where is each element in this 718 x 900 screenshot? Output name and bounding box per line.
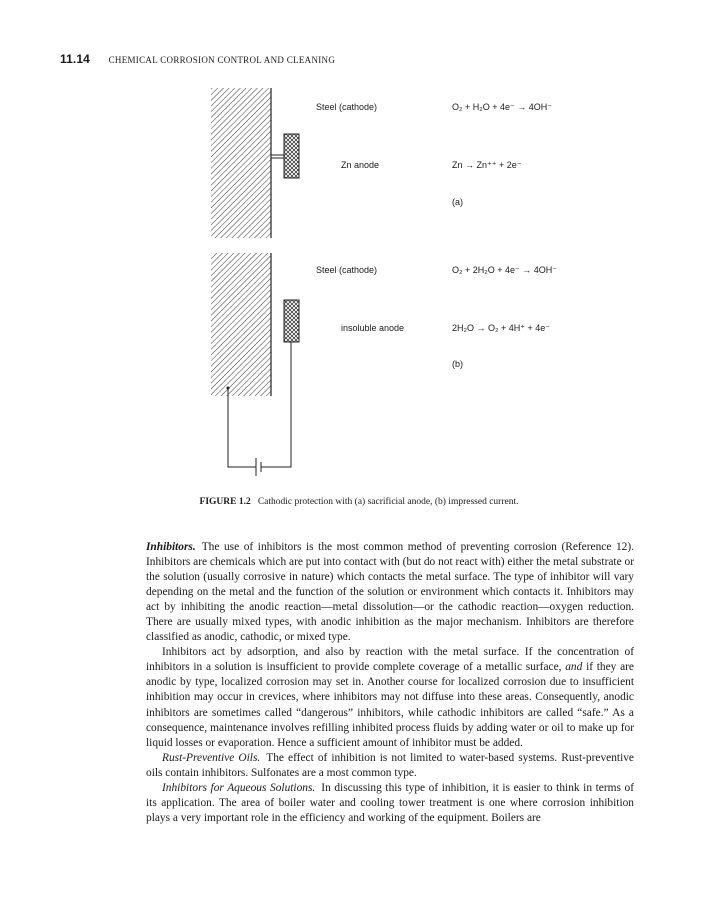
paragraph-inhibitors <box>146 540 634 645</box>
paragraph-aqueous-solutions <box>146 781 634 826</box>
body-text <box>146 540 634 826</box>
paragraph-text: The effect of inhibition is not limited to water-based systems. Rust-preventive oils contain inhibitors. Sulfonates are a most common type. <box>146 751 634 779</box>
cathode-label-a: Steel (cathode) <box>316 102 378 112</box>
paragraph-adsorption <box>146 645 634 750</box>
steel-cathode-a <box>211 88 271 238</box>
paragraph-rust-preventive-oils <box>146 751 634 781</box>
cathode-reaction-b: O₂ + 2H₂O + 4e⁻ → 4OH⁻ <box>452 265 558 275</box>
steel-cathode-b <box>211 253 271 396</box>
figure-label: FIGURE 1.2 <box>199 497 251 507</box>
anode-reaction-a: Zn → Zn⁺⁺ + 2e⁻ <box>452 160 522 170</box>
paragraph-text: Inhibitors act by adsorption, and also by reaction with the metal surface. If the concentration of inhibitors in a solution is insufficient to provide complete coverage of a metallic surface, <box>146 646 634 674</box>
zn-anode <box>284 134 299 178</box>
figure-caption-text: Cathodic protection with (a) sacrificial anode, (b) impressed current. <box>257 497 519 507</box>
figure-caption <box>0 497 718 507</box>
paragraph-text: The use of inhibitors is the most common method of preventing corrosion (Reference 12). Inhibitors are chemicals which are put into contact with (but do not react with) either the metal substrate or the solution (usually corrosive in nature) which contacts the metal surface. The type of inhibitor will vary depending on the metal and the function of the solution or environment which contacts it. Inhibitors may act by inhibiting the anodic reaction—metal dissolution—or the cathodic reaction—oxygen reduction. There are usually mixed types, with anodic inhibition as the major mechanism. Inhibitors are therefore classified as anodic, cathodic, or mixed type. <box>146 541 634 644</box>
panel-tag-b: (b) <box>452 359 463 369</box>
runin-heading: Inhibitors. <box>146 541 196 553</box>
runin-heading: Inhibitors for Aqueous Solutions. <box>162 781 316 794</box>
anode-label-b: insoluble anode <box>341 323 405 333</box>
anode-reaction-b: 2H₂O → O₂ + 4H⁺ + 4e⁻ <box>452 323 551 333</box>
page-number: 11.14 <box>60 52 90 66</box>
insoluble-anode <box>284 300 299 342</box>
anode-label-a: Zn anode <box>341 160 380 170</box>
runin-heading: Rust-Preventive Oils. <box>162 751 261 764</box>
paragraph-text: if they are anodic by type, localized corrosion may set in. Another course for localized corrosion due to insufficient inhibition may occur in crevices, where inhibitors may not diffuse into these areas. Consequently, anodic inhibitors are sometimes called “dangerous” inhibitors, while cathodic inhibitors are called “safe.” As a consequence, maintenance involves refilling inhibited process fluids by adding water or oil to make up for liquid losses or evaporation. Hence a sufficient amount of inhibitor must be added. <box>146 661 634 749</box>
emphasis: and <box>565 661 583 674</box>
panel-tag-a: (a) <box>452 197 463 207</box>
paragraph-text: In discussing this type of inhibition, it is easier to think in terms of its application. The area of boiler water and cooling tower treatment is one where corrosion inhibition plays a very important role in the efficiency and working of the equipment. Boilers are <box>146 781 635 824</box>
cathode-reaction-a: O₂ + H₂O + 4e⁻ → 4OH⁻ <box>452 102 553 112</box>
running-title: CHEMICAL CORROSION CONTROL AND CLEANING <box>108 55 336 65</box>
cathode-label-b: Steel (cathode) <box>316 265 378 275</box>
